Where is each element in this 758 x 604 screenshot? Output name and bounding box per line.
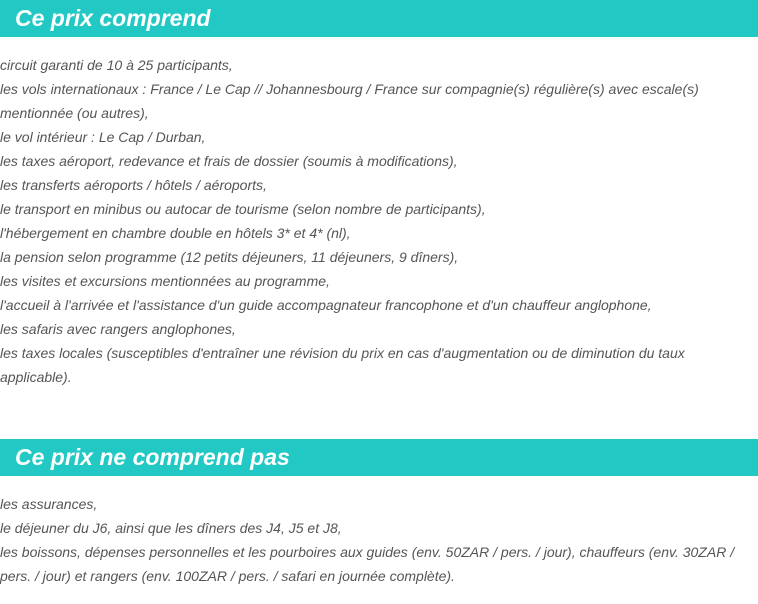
list-item: les safaris avec rangers anglophones, (0, 321, 236, 337)
list-item: la pension selon programme (12 petits déjeuners, 11 déjeuners, 9 dîners), (0, 249, 459, 265)
list-item: les vols internationaux : France / Le Cap // Johannesbourg / France sur compagnie(s) régulière(s) avec escale(s) mentionnée (ou autres), (0, 81, 699, 121)
list-item: les taxes locales (susceptibles d'entraîner une révision du prix en cas d'augmentation ou de diminution du taux applicable). (0, 345, 685, 385)
list-item: l'accueil à l'arrivée et l'assistance d'un guide accompagnateur francophone et d'un chauffeur anglophone, (0, 297, 652, 313)
list-item: les boissons, dépenses personnelles et les pourboires aux guides (env. 50ZAR / pers. / jour), chauffeurs (env. 30ZAR / pers. / jour) et rangers (env. 100ZAR / pers. / safari en journée complète). (0, 544, 735, 584)
included-section-title: Ce prix comprend (0, 0, 758, 37)
list-item: le transport en minibus ou autocar de tourisme (selon nombre de participants), (0, 201, 486, 217)
list-item: les visites et excursions mentionnées au programme, (0, 273, 330, 289)
list-item: les assurances, (0, 496, 98, 512)
list-item: l'hébergement en chambre double en hôtels 3* et 4* (nl), (0, 225, 351, 241)
list-item: le déjeuner du J6, ainsi que les dîners des J4, J5 et J8, (0, 520, 342, 536)
excluded-list (0, 492, 752, 588)
excluded-section-title: Ce prix ne comprend pas (0, 439, 758, 476)
list-item: les taxes aéroport, redevance et frais de dossier (soumis à modifications), (0, 153, 458, 169)
list-item: circuit garanti de 10 à 25 participants, (0, 57, 233, 73)
included-list (0, 53, 752, 389)
list-item: le vol intérieur : Le Cap / Durban, (0, 129, 206, 145)
list-item: les transferts aéroports / hôtels / aéroports, (0, 177, 267, 193)
